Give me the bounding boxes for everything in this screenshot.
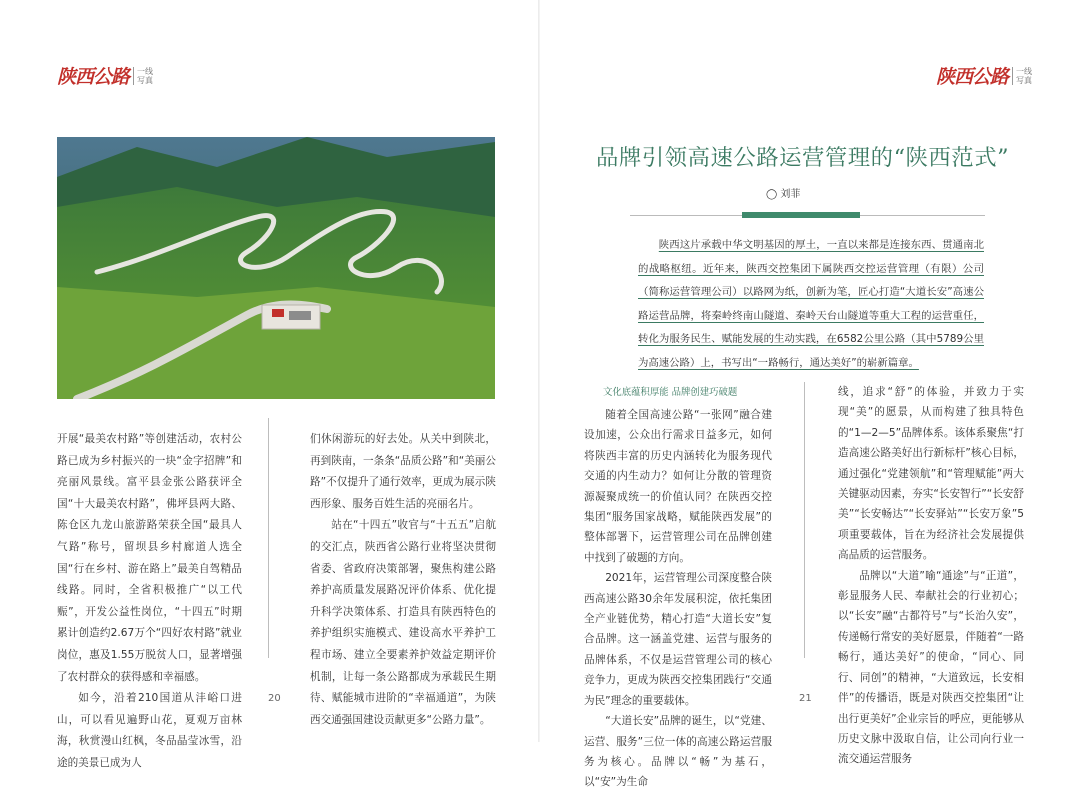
column-divider — [268, 418, 269, 658]
left-column-1 — [57, 429, 242, 775]
lead-paragraph: 陕西这片承载中华文明基因的厚土，一直以来都是连接东西、贯通南北的战略枢纽。近年来，陕西交控集团下属陕西交控运营管理（有限）公司（简称运营管理公司）以路网为纸，创新为笔，匠心打造“大道长安”高速公路运营品牌，将秦岭终南山隧道、秦岭天台山隧道等重大工程的运营重任，转化为服务民生、赋能发展的生动实践，在6582公里公路（其中5789公里为高速公路）上，书写出“一路畅行，通达美好”的崭新篇章。 — [638, 239, 984, 369]
paragraph: 们休闲游玩的好去处。从关中到陕北，再到陕南，一条条“品质公路”和“美丽公路”不仅提升了通行效率，更成为展示陕西形象、服务百姓生活的亮丽名片。 — [310, 433, 496, 510]
paragraph: “大道长安”品牌的诞生，以“党建、运营、服务”三位一体的高速公路运营服务为核心。品牌以“畅”为基石，以“安”为生命 — [584, 715, 772, 789]
magazine-logo-left — [57, 62, 153, 89]
title-accent-bar — [742, 212, 860, 218]
mountain-road-photo — [57, 137, 495, 399]
logo-subtitle: 一线 写真 — [133, 67, 153, 85]
logo-subtitle: 一线 写真 — [1012, 67, 1032, 85]
page-number-left: 20 — [268, 693, 281, 704]
paragraph: 2021年，运营管理公司深度整合陕西高速公路30余年发展积淀，依托集团全产业链优势，精心打造“大道长安”复合品牌。这一涵盖党建、运营与服务的品牌体系，不仅是运营管理公司的核心竞争力，更成为陕西交控集团践行“交通为民”理念的重要载体。 — [584, 572, 772, 707]
mountain-road-illustration — [57, 137, 495, 399]
logo-wordmark: 陕西公路 — [57, 66, 130, 88]
article-lead — [638, 234, 984, 376]
paragraph: 品牌以“大道”喻“通途”与“正道”，彰显服务人民、奉献社会的行业初心；以“长安”融“古都符号”与“长治久安”，传递畅行常安的美好愿景，伴随着“一路畅行，通达美好”的使命，“同心、同行、同创”的精神，“大道致远，长安相伴”的传播语，既是对陕西交控集团“让出行更美好”企业宗旨的呼应，更能够从历史文脉中汲取自信，让公司向行业一流交通运营服务 — [838, 569, 1024, 766]
paragraph: 开展“最美农村路”等创建活动，农村公路已成为乡村振兴的一块“金字招牌”和亮丽风景线。富平县金张公路获评全国“十大最美农村路”，佛坪县两大路、陈仓区九龙山旅游路荣获全国“最具人气路”称号，留坝县乡村廊道人选全国“行在乡村、游在路上”最美自驾精品线路。同时，全省积极推广“以工代赈”，开发公益性岗位，“十四五”时期累计创造约2.67万个“四好农村路”就业岗位，惠及1.55万脱贫人口，显著增强了农村群众的获得感和幸福感。 — [57, 433, 242, 683]
column-divider — [804, 382, 805, 658]
page-number-right: 21 — [799, 693, 812, 704]
right-column-2 — [838, 382, 1024, 770]
section-subheading: 文化底蕴积厚能 品牌创建巧破题 — [603, 387, 738, 398]
logo-wordmark: 陕西公路 — [936, 66, 1009, 88]
paragraph: 随着全国高速公路“一张网”融合建设加速，公众出行需求日益多元，如何将陕西丰富的历史内涵转化为服务现代交通的内生动力？如何让分散的管理资源凝聚成统一的价值认同？在陕西交控集团“服务国家战略，赋能陕西发展”的整体部署下，运营管理公司在品牌创建中找到了破题的方向。 — [584, 409, 772, 564]
article-title: 品牌引领高速公路运营管理的“陕西范式” — [596, 145, 1010, 171]
article-author: ◯ 刘菲 — [766, 189, 801, 200]
paragraph: 如今，沿着210国道从沣峪口进山，可以看见遍野山花，夏观万亩林海，秋赏漫山红枫，冬品晶莹冰雪，沿途的美景已成为人 — [57, 692, 242, 769]
left-column-2 — [310, 429, 496, 731]
left-page — [0, 0, 540, 769]
magazine-logo-right — [936, 62, 1032, 89]
paragraph: 站在“十四五”收官与“十五五”启航的交汇点，陕西省公路行业将坚决贯彻省委、省政府决策部署，聚焦构建公路养护高质量发展路况评价体系、优化提升科学决策体系、打造具有陕西特色的养护组织实施模式、建设高水平养护工程市场、建立全要素养护效益定期评价机制，让每一条公路都成为承载民生期待、赋能城市进阶的“幸福通道”，为陕西交通强国建设贡献更多“公路力量”。 — [310, 519, 496, 726]
right-column-1 — [584, 405, 772, 793]
paragraph: 线，追求“舒”的体验，并致力于实现“美”的愿景，从而构建了独具特色的“1—2—5”品牌体系。该体系聚焦“打造高速公路美好出行新标杆”核心目标，通过强化“党建领航”和“管理赋能”两大关键驱动因素，夯实“长安智行”“长安舒美”“长安畅达”“长安驿站”“长安万象”5项重要载体，旨在为经济社会发展提供高品质的运营服务。 — [838, 386, 1024, 562]
